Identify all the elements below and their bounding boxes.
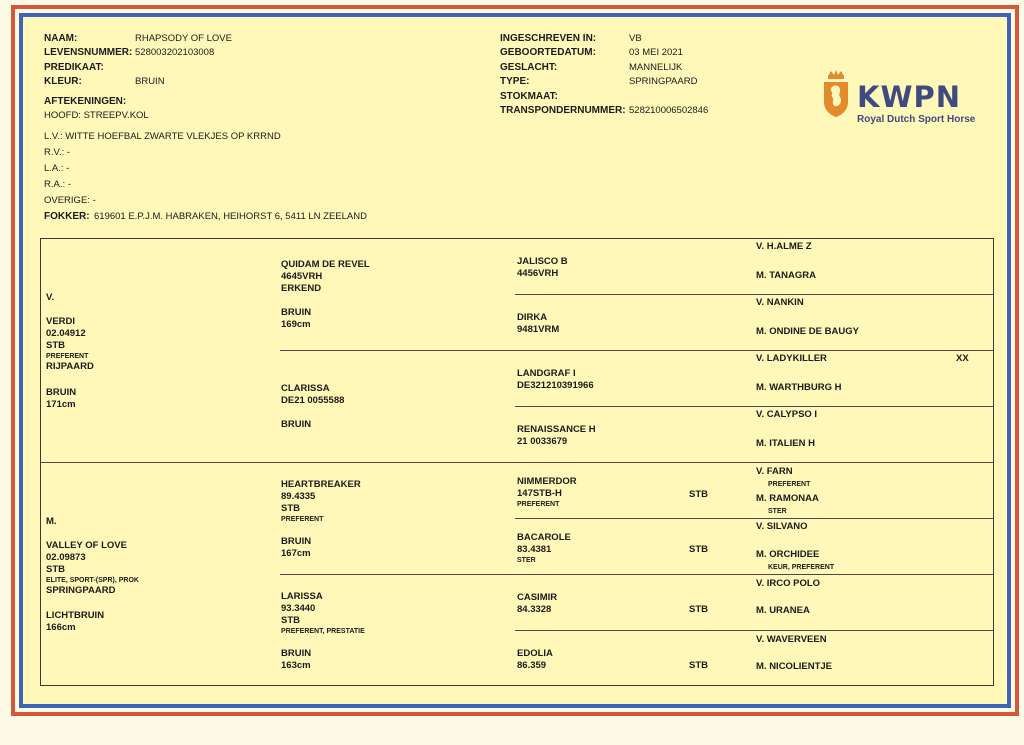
naam-value: RHAPSODY OF LOVE — [135, 33, 232, 44]
dam-color: LICHTBRUIN — [46, 610, 105, 621]
g3-number: 86.359 — [517, 660, 547, 671]
g4-ancestor: M. RAMONAA — [756, 493, 819, 504]
g3-stb: STB — [689, 604, 708, 615]
fokker-value: 619601 E.P.J.M. HABRAKEN, HEIHORST 6, 5411 LN ZEELAND — [94, 211, 367, 222]
g4-ancestor: M. TANAGRA — [756, 270, 816, 281]
g4-ancestor: V. CALYPSO I — [756, 409, 818, 420]
g3-number: 147STB-H — [517, 488, 562, 499]
sire-color: BRUIN — [46, 387, 77, 398]
sire-dam-name: CLARISSA — [281, 383, 330, 394]
sire-sire-height: 169cm — [281, 319, 311, 330]
lion-crown-icon — [822, 70, 850, 118]
dam-dam-height: 163cm — [281, 660, 311, 671]
ra-value: R.A.: - — [44, 179, 71, 190]
dam-sire-height: 167cm — [281, 548, 311, 559]
g4-mark: XX — [956, 353, 969, 364]
g4-sub: PREFERENT — [768, 481, 811, 488]
sire-sire-status: ERKEND — [281, 283, 322, 294]
dam-sire-number: 89.4335 — [281, 491, 316, 502]
dam-prefix: M. — [46, 516, 57, 527]
sire-sire-name: QUIDAM DE REVEL — [281, 259, 370, 270]
g3-number: 9481VRM — [517, 324, 560, 335]
g4-ancestor: M. NICOLIENTJE — [756, 661, 833, 672]
type-label: TYPE: — [500, 76, 530, 87]
g3-stb: STB — [689, 489, 708, 500]
g3-name: DIRKA — [517, 312, 548, 323]
divider-g3a — [515, 294, 993, 295]
dam-sire-name: HEARTBREAKER — [281, 479, 361, 490]
ingeschreven-value: VB — [629, 33, 642, 44]
dam-sire-color: BRUIN — [281, 536, 312, 547]
g3-number: 21 0033679 — [517, 436, 568, 447]
sire-number: 02.04912 — [46, 328, 86, 339]
divider-g3b — [515, 406, 993, 407]
dam-predicate: ELITE, SPORT-(SPR), PROK — [46, 577, 139, 584]
dam-dam-number: 93.3440 — [281, 603, 316, 614]
divider-g3d — [515, 630, 993, 631]
g3-name: LANDGRAF I — [517, 368, 576, 379]
sire-prefix: V. — [46, 292, 55, 303]
g3-name: NIMMERDOR — [517, 476, 577, 487]
geslacht-value: MANNELIJK — [629, 62, 683, 73]
g4-ancestor: M. URANEA — [756, 605, 810, 616]
ingeschreven-label: INGESCHREVEN IN: — [500, 33, 597, 44]
geboortedatum-label: GEBOORTEDATUM: — [500, 47, 596, 58]
g3-number: 84.3328 — [517, 604, 552, 615]
logo-subtitle: Royal Dutch Sport Horse — [857, 114, 976, 125]
kleur-label: KLEUR: — [44, 76, 82, 87]
dam-height: 166cm — [46, 622, 76, 633]
sire-dam-number: DE21 0055588 — [281, 395, 345, 406]
sire-dam-color: BRUIN — [281, 419, 312, 430]
g4-ancestor: V. H.ALME Z — [756, 241, 812, 252]
geboortedatum-value: 03 MEI 2021 — [629, 47, 683, 58]
dam-type: SPRINGPAARD — [46, 585, 116, 596]
aftekeningen-label: AFTEKENINGEN: — [44, 96, 127, 107]
g3-number: DE321210391966 — [517, 380, 594, 391]
kleur-value: BRUIN — [135, 76, 165, 87]
divider-g3c — [515, 518, 993, 519]
dam-name: VALLEY OF LOVE — [46, 540, 127, 551]
g3-stb: STB — [689, 660, 708, 671]
sire-predicate: PREFERENT — [46, 353, 89, 360]
divider-g2a — [280, 350, 993, 351]
dam-sire-predicate: PREFERENT — [281, 516, 324, 523]
la-value: L.A.: - — [44, 163, 70, 174]
dam-number: 02.09873 — [46, 552, 86, 563]
sire-sire-number: 4645VRH — [281, 271, 323, 282]
g4-ancestor: M. WARTHBURG H — [756, 382, 842, 393]
g4-ancestor: V. WAVERVEEN — [756, 634, 827, 645]
sire-height: 171cm — [46, 399, 76, 410]
g4-sub: STER — [768, 508, 787, 515]
g4-sub: KEUR, PREFERENT — [768, 564, 835, 571]
g4-ancestor: V. NANKIN — [756, 297, 804, 308]
rv-value: R.V.: - — [44, 147, 71, 158]
sire-name: VERDI — [46, 316, 76, 327]
transponder-value: 528210006502846 — [629, 105, 709, 116]
g3-name: CASIMIR — [517, 592, 558, 603]
lv-value: L.V.: WITTE HOEFBAL ZWARTE VLEKJES OP KRRND — [44, 131, 281, 142]
sire-type: RIJPAARD — [46, 361, 94, 372]
g4-ancestor: V. LADYKILLER — [756, 353, 827, 364]
stokmaat-label: STOKMAAT: — [500, 91, 558, 102]
g4-ancestor: V. SILVANO — [756, 521, 808, 532]
overige-value: OVERIGE: - — [44, 195, 96, 206]
predikaat-label: PREDIKAAT: — [44, 62, 104, 73]
sire-dam-divider — [41, 462, 993, 463]
g4-ancestor: M. ONDINE DE BAUGY — [756, 326, 859, 337]
logo-wordmark: KWPN — [857, 80, 961, 114]
sire-sire-color: BRUIN — [281, 307, 312, 318]
g4-ancestor: V. IRCO POLO — [756, 578, 821, 589]
fokker-label: FOKKER: — [44, 211, 90, 222]
g3-number: 83.4381 — [517, 544, 552, 555]
g3-name: RENAISSANCE H — [517, 424, 596, 435]
hoofd-value: HOOFD: STREEPV.KOL — [44, 110, 149, 121]
dam-sire-stb: STB — [281, 503, 300, 514]
g3-number: 4456VRH — [517, 268, 559, 279]
g4-ancestor: M. ORCHIDEE — [756, 549, 820, 560]
dam-dam-predicate: PREFERENT, PRESTATIE — [281, 628, 365, 635]
naam-label: NAAM: — [44, 33, 78, 44]
g4-ancestor: M. ITALIEN H — [756, 438, 815, 449]
g3-name: JALISCO B — [517, 256, 568, 267]
g4-ancestor: V. FARN — [756, 466, 793, 477]
type-value: SPRINGPAARD — [629, 76, 698, 87]
g3-name: EDOLIA — [517, 648, 553, 659]
g3-predicate: PREFERENT — [517, 501, 560, 508]
dam-dam-name: LARISSA — [281, 591, 323, 602]
levensnummer-label: LEVENSNUMMER: — [44, 47, 133, 58]
dam-stb: STB — [46, 564, 65, 575]
g3-stb: STB — [689, 544, 708, 555]
divider-g2b — [280, 574, 993, 575]
sire-stb: STB — [46, 340, 65, 351]
geslacht-label: GESLACHT: — [500, 62, 558, 73]
dam-dam-stb: STB — [281, 615, 300, 626]
g3-predicate: STER — [517, 557, 536, 564]
transponder-label: TRANSPONDERNUMMER: — [500, 105, 626, 116]
dam-dam-color: BRUIN — [281, 648, 312, 659]
g3-name: BACAROLE — [517, 532, 571, 543]
levensnummer-value: 528003202103008 — [135, 47, 215, 58]
